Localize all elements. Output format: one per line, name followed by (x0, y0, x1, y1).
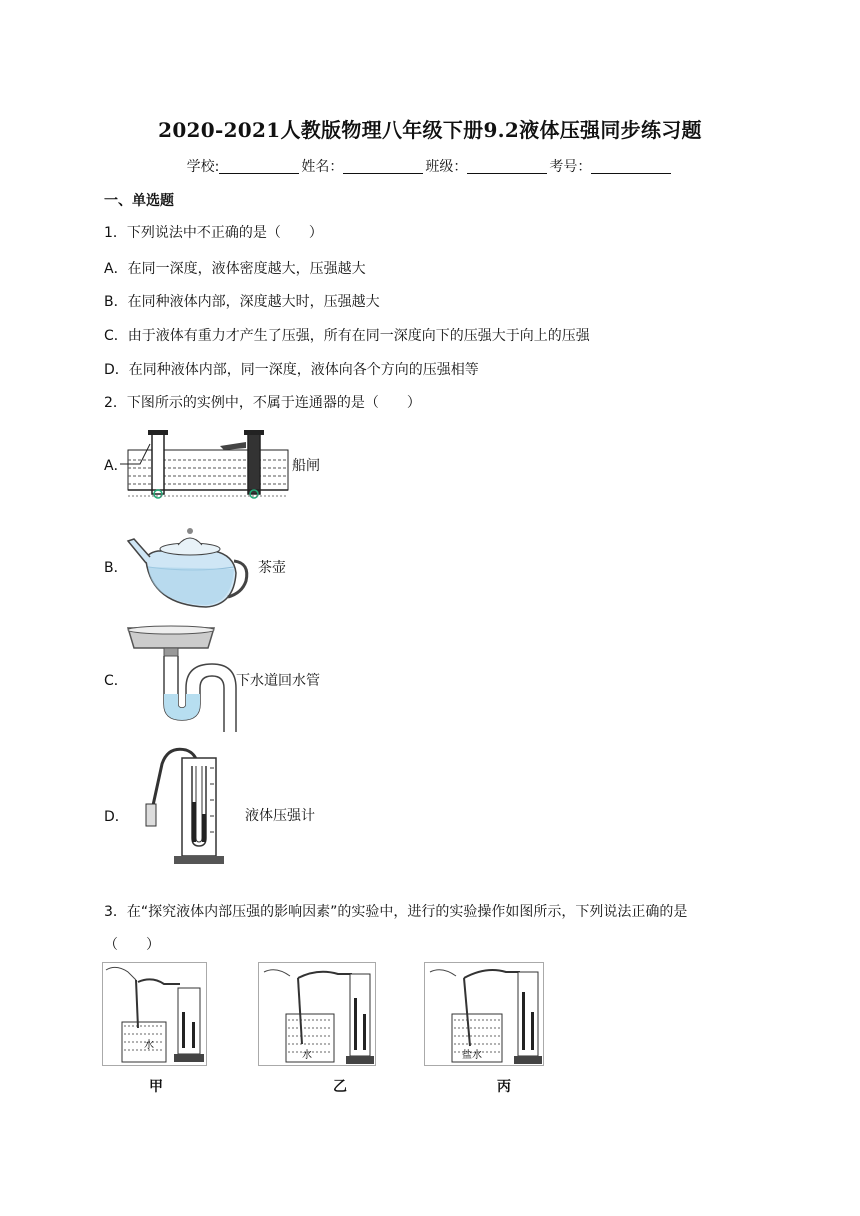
exam-no-blank (591, 159, 671, 174)
question-1-option-b: B．在同种液体内部，深度越大时，压强越大 (104, 294, 380, 310)
question-3-stem-continued: （ ） (104, 937, 160, 953)
question-2-stem: 2．下图所示的实例中，不属于连通器的是（ ） (104, 395, 421, 411)
question-1-option-d: D．在同种液体内部，同一深度，液体向各个方向的压强相等 (104, 362, 479, 378)
question-2-option-c-caption: 下水道回水管 (236, 673, 320, 689)
experiment-figure-jia (102, 962, 207, 1066)
question-1-option-a: A．在同一深度，液体密度越大，压强越大 (104, 261, 366, 277)
question-1-option-c: C．由于液体有重力才产生了压强，所有在同一深度向下的压强大于向上的压强 (104, 328, 590, 344)
question-2-option-d-caption: 液体压强计 (245, 808, 315, 824)
class-blank (467, 159, 547, 174)
question-2-option-a-letter: A． (104, 458, 128, 474)
question-1-stem: 1．下列说法中不正确的是（ ） (104, 225, 323, 241)
drain-trap-figure (124, 624, 236, 732)
experiment-bing-liquid-label: 盐水 (462, 1050, 482, 1061)
question-2-option-b-letter: B． (104, 560, 128, 576)
student-info-line (0, 156, 860, 176)
experiment-figure-bing (424, 962, 544, 1066)
question-3-stem: 3．在“探究液体内部压强的影响因素”的实验中，进行的实验操作如图所示，下列说法正确的是 (104, 904, 688, 920)
experiment-yi-liquid-label: 水 (302, 1050, 312, 1061)
experiment-figure-yi (258, 962, 376, 1066)
name-blank (343, 159, 423, 174)
experiment-yi-caption: 乙 (333, 1079, 347, 1095)
experiment-jia-liquid-label: 水 (144, 1040, 154, 1051)
question-2-option-a-caption: 船闸 (292, 458, 320, 474)
name-label: 姓名： (301, 159, 344, 175)
class-label: 班级： (425, 159, 468, 175)
ship-lock-figure (120, 424, 292, 502)
pressure-gauge-figure (144, 744, 236, 872)
question-2-option-c-letter: C． (104, 673, 128, 689)
page-title: 2020-2021人教版物理八年级下册9.2液体压强同步练习题 (158, 118, 702, 142)
experiment-bing-caption: 丙 (497, 1079, 511, 1095)
school-label: 学校: (186, 159, 220, 175)
teapot-figure (124, 517, 248, 613)
question-2-option-d-letter: D． (104, 809, 129, 825)
question-2-option-b-caption: 茶壶 (258, 560, 286, 576)
exam-no-label: 考号： (549, 159, 592, 175)
section-heading: 一、单选题 (104, 193, 174, 209)
school-blank (219, 159, 299, 174)
experiment-jia-caption: 甲 (149, 1079, 163, 1095)
